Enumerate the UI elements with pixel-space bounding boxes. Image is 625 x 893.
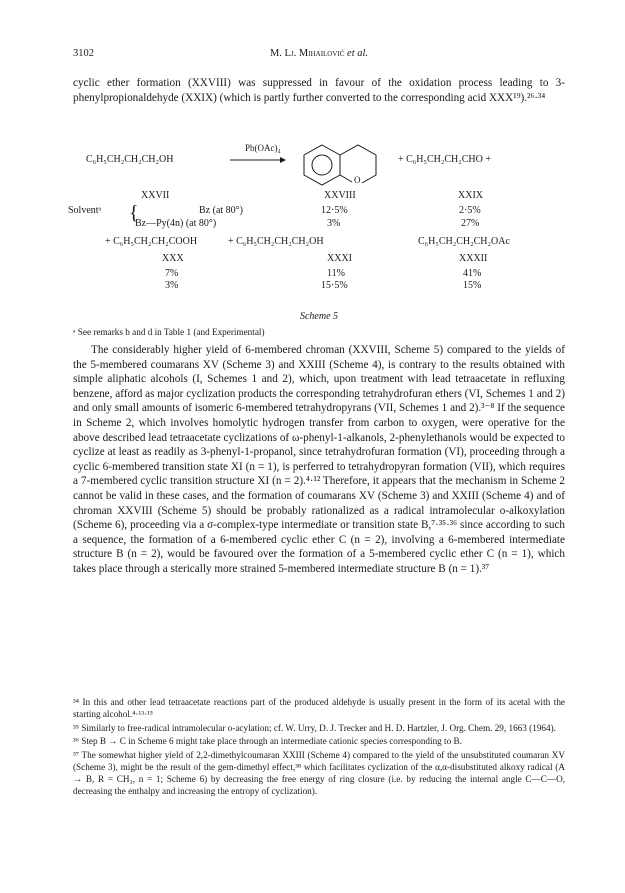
ring-oxygen-label: O	[354, 175, 361, 185]
solvent-brace: {	[129, 202, 139, 224]
yield-xxix-1: 2·5%	[459, 205, 481, 216]
footnote-37: ³⁷ The somewhat higher yield of 2,2-dimethylcoumaran XXIII (Scheme 4) compared to the yield of the unsubstituted coumaran XV (Scheme 3), might be the result of the gem-dimethyl effect,³⁸ which facilitates cyclization of the α,α-disubstituted alkoxy radical (A → B, R = CH₃, n = 1; Scheme 6) by decreasing the free energy of ring closure (i.e. by reducing the internal angle C—C—O, decreasing the enthalpy and increasing the entropy of cyclization).	[73, 750, 565, 796]
chroman-structure	[302, 140, 382, 186]
yield-xxix-2: 27%	[461, 218, 480, 229]
reactant-formula: C₆H₅CH₂CH₂CH₂OH	[86, 154, 174, 165]
yield-xxviii-2: 3%	[327, 218, 341, 229]
running-head-author: M. Lj. Mihailović	[269, 48, 345, 59]
label-xxx: XXX	[162, 253, 184, 264]
solvent-1: Bz (at 80°)	[199, 205, 243, 216]
yield-xxxii-1: 41%	[463, 268, 482, 279]
solvent-2: Bz—Py(4n) (at 80°)	[135, 218, 217, 229]
yield-xxxii-2: 15%	[463, 280, 482, 291]
acid-formula: + C₆H₅CH₂CH₂COOH	[105, 236, 198, 247]
reaction-arrow	[230, 155, 286, 165]
main-paragraph-block	[73, 343, 565, 577]
reaction-scheme	[68, 138, 565, 338]
label-xxvii: XXVII	[141, 190, 170, 201]
yield-xxx-1: 7%	[165, 268, 179, 279]
alcohol-formula: + C₆H₅CH₂CH₂CH₂OH	[228, 236, 324, 247]
footnote-35: ³⁵ Similarly to free-radical intramolecular o-acylation; cf. W. Urry, D. J. Trecker and H. D. Hartzler, J. Org. Chem. 29, 1663 (1964).	[73, 722, 556, 733]
label-xxix: XXIX	[458, 190, 483, 201]
yield-xxxi-2: 15·5%	[321, 280, 348, 291]
yield-xxx-2: 3%	[165, 280, 179, 291]
label-xxviii: XXVIII	[324, 190, 356, 201]
footnote-34: ³⁴ In this and other lead tetraacetate reactions part of the produced aldehyde is usually present in the form of its acetal with the starting alcohol.⁴·¹³·¹⁵	[73, 697, 565, 719]
main-paragraph: The considerably higher yield of 6-membered chroman (XXVIII, Scheme 5) compared to the yields of the 5-membered coumarans XV (Scheme 3) and XXIII (Scheme 4), is contrary to the results obtained with simple aliphatic alcohols (I, Schemes 1 and 2), which, upon treatment with lead tetraacetate in refluxing benzene, afford as major cyclization products the corresponding tetrahydrofuran ethers (VI, Schemes 1 and 2) and only small amounts of isomeric 6-membered tetrahydropyrans (VII, Schemes 1 and 2).³⁻⁸ If the sequence in Scheme 2, which involves homolytic hydrogen transfer from carbon to oxygen, were operative for the above described lead tetraacetate cyclizations of ω-phenyl-1-alkanols, 2-phenylethanols would be expected to cyclize at least as readily as 3-phenyl-1-propanol, since tetrahydrofuran formation (VI), proceeding through a cyclic 6-membered transition state XI (n = 1), is perferred to tetrahydropyran formation (VII), which requires a 7-membered cyclic transition structure XI (n = 2).⁴·¹² Therefore, it appears that the mechanism in Scheme 2 cannot be valid in these cases, and the formation of coumarans XV (Scheme 3) and XXIII (Scheme 4) and of chroman XXVIII (Scheme 5) should be probably rationalized as a radical intramolecular o-alkoxylation (Scheme 6), proceeding via a σ-complex-type intermediate or transition state B,⁷·³⁵·³⁶ since according to such a sequence, the formation of a 6-membered cyclic ether C (n = 2), involving a 6-membered intermediate structure B (n = 2), would be favoured over the formation of a 5-membered cyclic ether C (n = 1), which takes place through a sterically more strained 5-membered intermediate structure B (n = 1).³⁷	[73, 344, 565, 575]
footnotes	[73, 697, 565, 799]
scheme-footnote: ᵃ See remarks b and d in Table 1 (and Experimental)	[73, 327, 265, 337]
solvent-label: Solventᵃ	[68, 205, 102, 216]
label-xxxi: XXXI	[327, 253, 352, 264]
yield-xxviii-1: 12·5%	[321, 205, 348, 216]
footnote-36: ³⁶ Step B → C in Scheme 6 might take place through an intermediate cationic species corresponding to B.	[73, 736, 462, 747]
running-head	[73, 48, 565, 59]
acetate-formula: C₆H₅CH₂CH₂CH₂OAc	[418, 236, 510, 247]
intro-paragraph-block	[73, 76, 565, 105]
aldehyde-formula: + C₆H₅CH₂CH₂CHO +	[398, 154, 492, 165]
running-head-suffix: et al.	[344, 48, 369, 59]
yield-xxxi-1: 11%	[327, 268, 345, 279]
label-xxxii: XXXII	[459, 253, 488, 264]
intro-paragraph: cyclic ether formation (XXVIII) was suppressed in favour of the oxidation process leading to 3-phenylpropionaldehyde (XXIX) (which is partly further converted to the corresponding acid XXX¹⁹).²⁶·³⁴	[73, 77, 565, 104]
scheme-caption: Scheme 5	[299, 311, 339, 322]
page-number: 3102	[73, 48, 94, 59]
reagent-label: Pb(OAc)₄	[245, 143, 281, 153]
